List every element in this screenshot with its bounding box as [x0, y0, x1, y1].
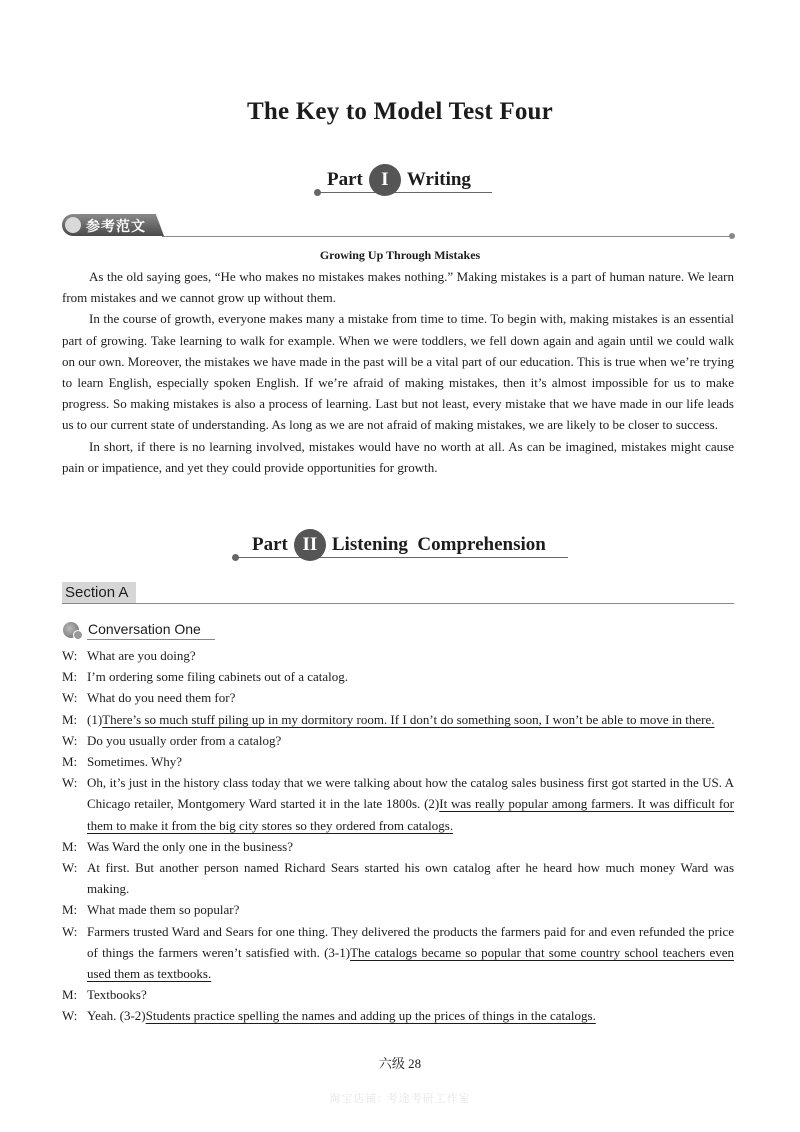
- speaker-label: M:: [62, 711, 78, 727]
- utterance: [87, 772, 734, 836]
- utterance-text: (1): [87, 711, 103, 727]
- utterance-text: What are you doing?: [87, 648, 196, 663]
- conversation-bullet-small-icon: [73, 630, 83, 640]
- part-one-heading: [0, 162, 800, 202]
- banner-end-dot: [729, 233, 735, 239]
- dialogue-line: [62, 899, 734, 920]
- dialogue-line: [62, 709, 734, 730]
- utterance-text: What made them so popular?: [87, 902, 240, 918]
- answer-underline-text: Students practice spelling the names and adding up the prices of things in the catalogs.: [145, 1008, 596, 1024]
- banner-label: 参考范文: [86, 219, 146, 235]
- speaker-label: W:: [62, 732, 78, 748]
- utterance: [87, 709, 734, 730]
- section-a-header: [62, 582, 734, 604]
- conversation-underline: [87, 639, 215, 640]
- utterance: [87, 730, 734, 751]
- part-two-dot: [232, 554, 239, 561]
- speaker-label: M:: [62, 987, 78, 1003]
- watermark: 淘宝店铺: 考途考研工作室: [329, 1092, 471, 1105]
- utterance: [87, 836, 734, 857]
- essay-paragraph: In the course of growth, everyone makes many a mistake from time to time. To begin with, making mistakes is an essential part of growing. Take learning to walk for example. When we were toddlers, we fell down again and again until we could walk on our own. Moreover, the mistakes we have made in the past will be a vital part of our education. This is true when we’re trying to learn English, especially spoken English. If we’re afraid of making mistakes, then it’s almost impossible for us to make progress. So making mistakes is also a process of learning. Last but not least, every mistake that we have made in our life leads us to our current state of understanding. As long as we are not afraid of making mistakes, we are likely to be closer to success.: [62, 311, 734, 433]
- banner-dot-icon: [65, 217, 81, 233]
- conversation-header: [63, 620, 223, 640]
- dialogue-line: [62, 751, 734, 772]
- dialogue-line: [62, 857, 734, 899]
- utterance: [87, 857, 734, 899]
- speaker-label: W:: [62, 860, 78, 876]
- speaker-label: W:: [62, 775, 78, 791]
- dialogue-line: [62, 645, 734, 666]
- dialogue-line: [62, 836, 734, 857]
- essay-paragraph: As the old saying goes, “He who makes no mistakes makes nothing.” Making mistakes is a part of human nature. We learn from mistakes and we cannot grow up without them.: [62, 269, 734, 306]
- answer-underline-text: It was really popular among farmers. It was difficult for them to make it from the big city stores so they ordered from catalogs.: [87, 796, 734, 833]
- part-one-label: Part: [327, 169, 363, 190]
- dialogue-line: [62, 1005, 734, 1026]
- section-label: Section A: [65, 584, 129, 601]
- answer-underline-text: The catalogs became so popular that some country school teachers even used them as textbooks.: [87, 944, 734, 982]
- utterance: [87, 1005, 734, 1026]
- speaker-label: W:: [62, 923, 78, 939]
- dialogue-line: [62, 984, 734, 1005]
- essay-title: Growing Up Through Mistakes: [319, 248, 481, 262]
- part-two-name: Listening Comprehension: [331, 534, 546, 555]
- speaker-label: W:: [62, 690, 78, 706]
- utterance: [87, 899, 734, 920]
- part-one-dot: [314, 189, 321, 196]
- utterance: [87, 984, 734, 1005]
- dialogue-line: [62, 772, 734, 836]
- utterance-text: Sometimes. Why?: [87, 754, 183, 770]
- utterance-text: At first. But another person named Richard Sears started his own catalog after he heard how much money Ward was making.: [87, 860, 734, 897]
- conversation-label: Conversation One: [88, 621, 201, 637]
- banner-line: [162, 236, 732, 237]
- speaker-label: M:: [62, 838, 78, 854]
- utterance: [87, 687, 734, 708]
- dialogue-line: [62, 921, 734, 985]
- utterance-text: Was Ward the only one in the business?: [87, 838, 293, 854]
- part-one-numeral: I: [369, 164, 401, 196]
- essay-paragraph: In short, if there is no learning involved, mistakes would have no worth at all. As can be imagined, mistakes might cause pain or impatience, and yet they could provide opportunities for growth.: [62, 438, 734, 475]
- utterance-text: Textbooks?: [87, 987, 147, 1003]
- reference-essay-banner: [62, 214, 740, 238]
- dialogue: [62, 645, 734, 1027]
- part-two-label: Part: [252, 534, 288, 555]
- utterance-text: I’m ordering some filing cabinets out of a catalog.: [87, 669, 349, 685]
- utterance: [87, 921, 734, 985]
- section-line: [62, 603, 734, 604]
- essay-body: [62, 266, 734, 478]
- part-one-name: Writing: [406, 169, 471, 190]
- speaker-label: W:: [62, 1008, 78, 1024]
- utterance: [87, 645, 734, 666]
- part-two-heading: [0, 526, 800, 566]
- dialogue-line: [62, 687, 734, 708]
- speaker-label: W:: [62, 648, 78, 663]
- speaker-label: M:: [62, 754, 78, 770]
- speaker-label: M:: [62, 902, 78, 918]
- utterance-text: Yeah. (3-2): [87, 1008, 146, 1024]
- utterance: [87, 751, 734, 772]
- utterance-text: Do you usually order from a catalog?: [87, 732, 282, 748]
- dialogue-line: [62, 730, 734, 751]
- page-number: 六级 28: [378, 1056, 422, 1071]
- speaker-label: M:: [62, 669, 78, 685]
- answer-underline-text: There’s so much stuff piling up in my dormitory room. If I don’t do something soon, I won’t be able to move in there.: [102, 711, 715, 727]
- page-title: The Key to Model Test Four: [247, 98, 553, 125]
- utterance-text: Oh, it’s just in the history class today that we were talking about how the catalog sales business first got started in the US. A Chicago retailer, Montgomery Ward started it in the late 1800s. (2): [87, 775, 734, 812]
- part-two-numeral: II: [294, 529, 326, 561]
- dialogue-line: [62, 666, 734, 687]
- utterance: [87, 666, 734, 687]
- utterance-text: What do you need them for?: [87, 690, 236, 706]
- utterance-text: Farmers trusted Ward and Sears for one thing. They delivered the products the farmers paid for and even refunded the price of things the farmers weren’t satisfied with. (3-1): [87, 923, 734, 960]
